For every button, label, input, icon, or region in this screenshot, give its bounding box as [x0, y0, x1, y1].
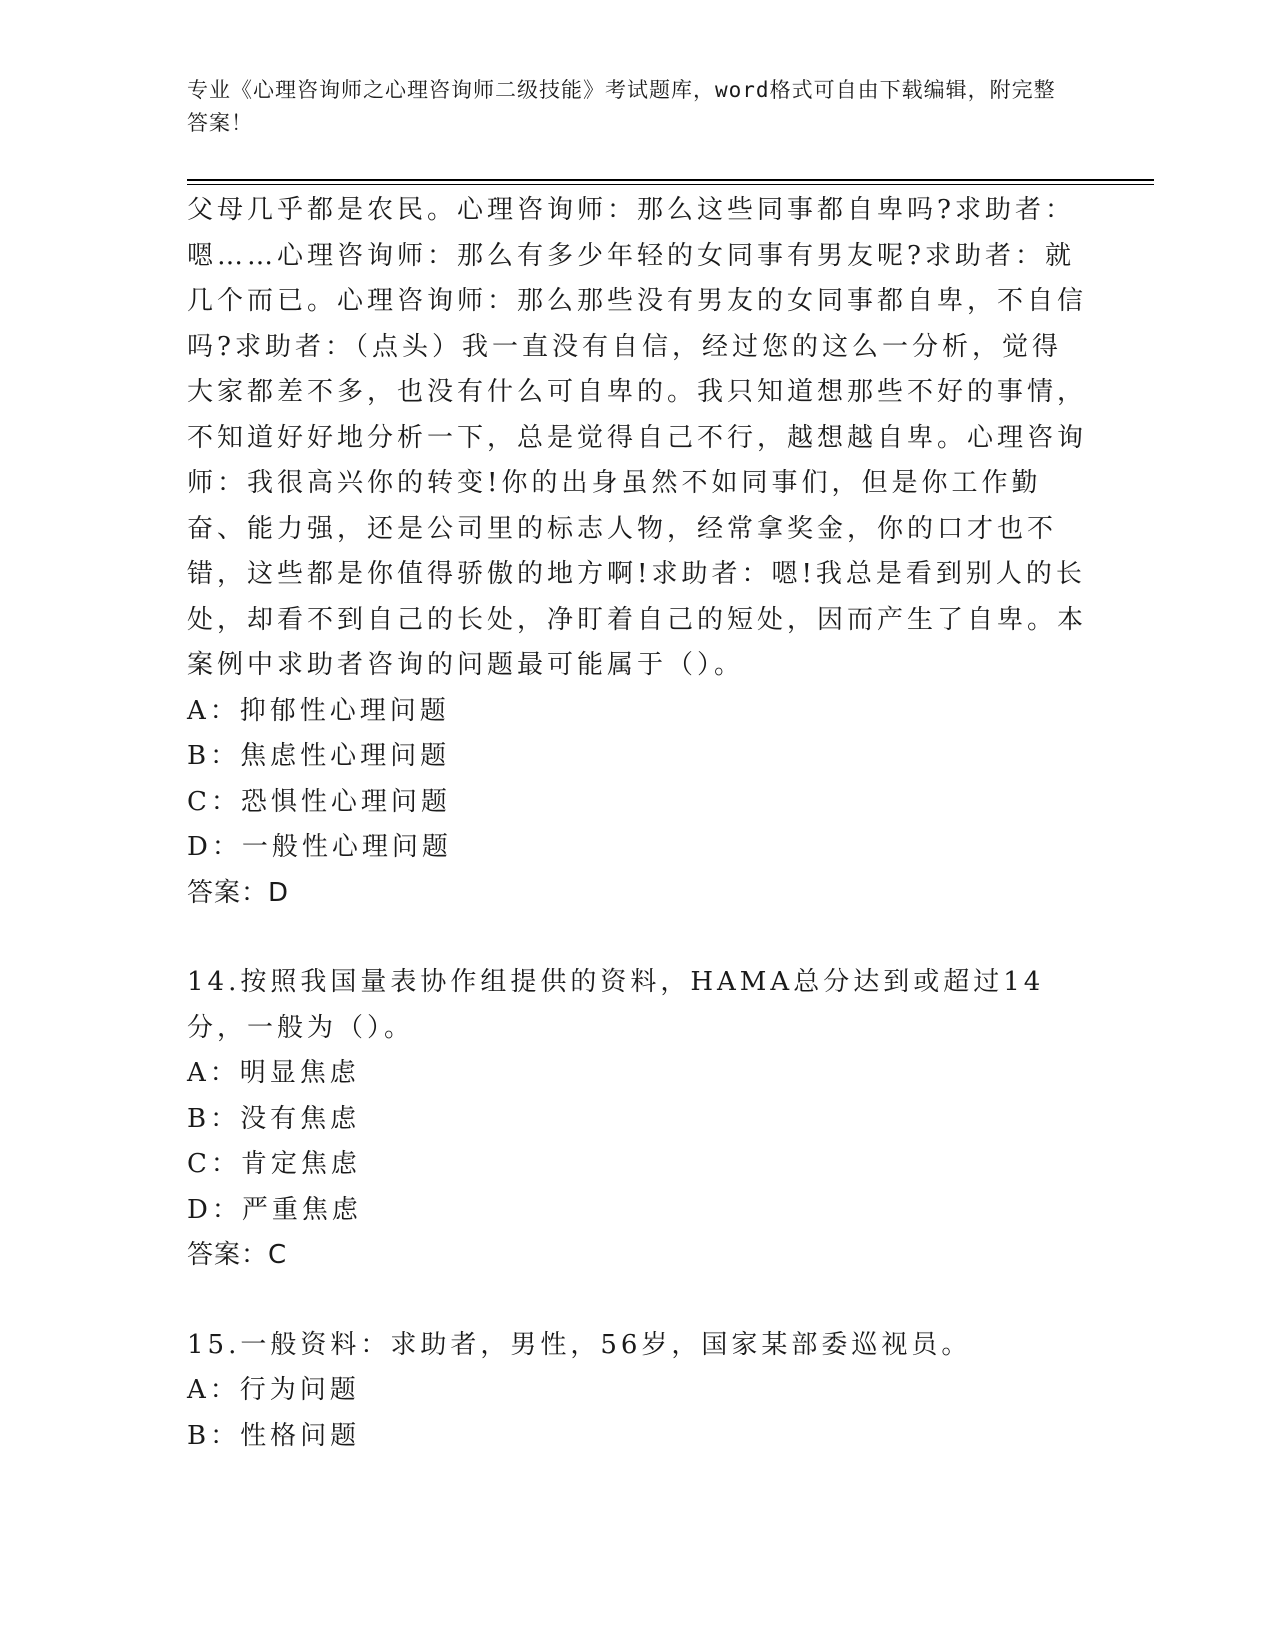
option-a: A：抑郁性心理问题	[187, 695, 450, 726]
option-d: D：严重焦虑	[187, 1194, 362, 1225]
spacer	[187, 1279, 1087, 1323]
option-d: D：一般性心理问题	[187, 832, 452, 862]
answer: 答案：C	[187, 1240, 288, 1270]
option-b: B：没有焦虑	[187, 1103, 361, 1134]
spacer	[187, 916, 1087, 960]
option-a: A：明显焦虑	[187, 1058, 360, 1088]
option-a: A：行为问题	[187, 1375, 360, 1405]
header-divider-thick	[187, 179, 1154, 181]
answer: 答案：D	[187, 877, 290, 908]
question-stem: 14.按照我国量表协作组提供的资料，HAMA总分达到或超过14分，一般为（）。	[187, 967, 1045, 1043]
header-divider-thin	[187, 184, 1154, 185]
document-header: 专业《心理咨询师之心理咨询师二级技能》考试题库，word格式可自由下载编辑，附完整答案！	[187, 78, 1056, 135]
option-c: C：肯定焦虑	[187, 1149, 361, 1179]
option-b: B：性格问题	[187, 1420, 361, 1451]
option-c: C：恐惧性心理问题	[187, 786, 451, 817]
option-b: B：焦虑性心理问题	[187, 741, 451, 771]
question-stem: 15.一般资料：求助者，男性，56岁，国家某部委巡视员。	[187, 1329, 972, 1360]
question-14	[187, 960, 1087, 1279]
question-stem: 父母几乎都是农民。心理咨询师：那么这些同事都自卑吗?求助者：嗯……心理咨询师：那么有多少年轻的女同事有男友呢?求助者：就几个而已。心理咨询师：那么那些没有男友的女同事都自卑，不自信吗?求助者：（点头）我一直没有自信，经过您的这么一分析，觉得大家都差不多，也没有什么可自卑的。我只知道想那些不好的事情，不知道好好地分析一下，总是觉得自己不行，越想越自卑。心理咨询师：我很高兴你的转变!你的出身虽然不如同事们，但是你工作勤奋、能力强，还是公司里的标志人物，经常拿奖金，你的口才也不错，这些都是你值得骄傲的地方啊!求助者：嗯!我总是看到别人的长处，却看不到自己的长处，净盯着自己的短处，因而产生了自卑。本案例中求助者咨询的问题最可能属于（）。	[187, 195, 1088, 680]
question-13	[187, 188, 1087, 916]
question-15	[187, 1323, 1087, 1460]
document-body	[187, 188, 1087, 1459]
